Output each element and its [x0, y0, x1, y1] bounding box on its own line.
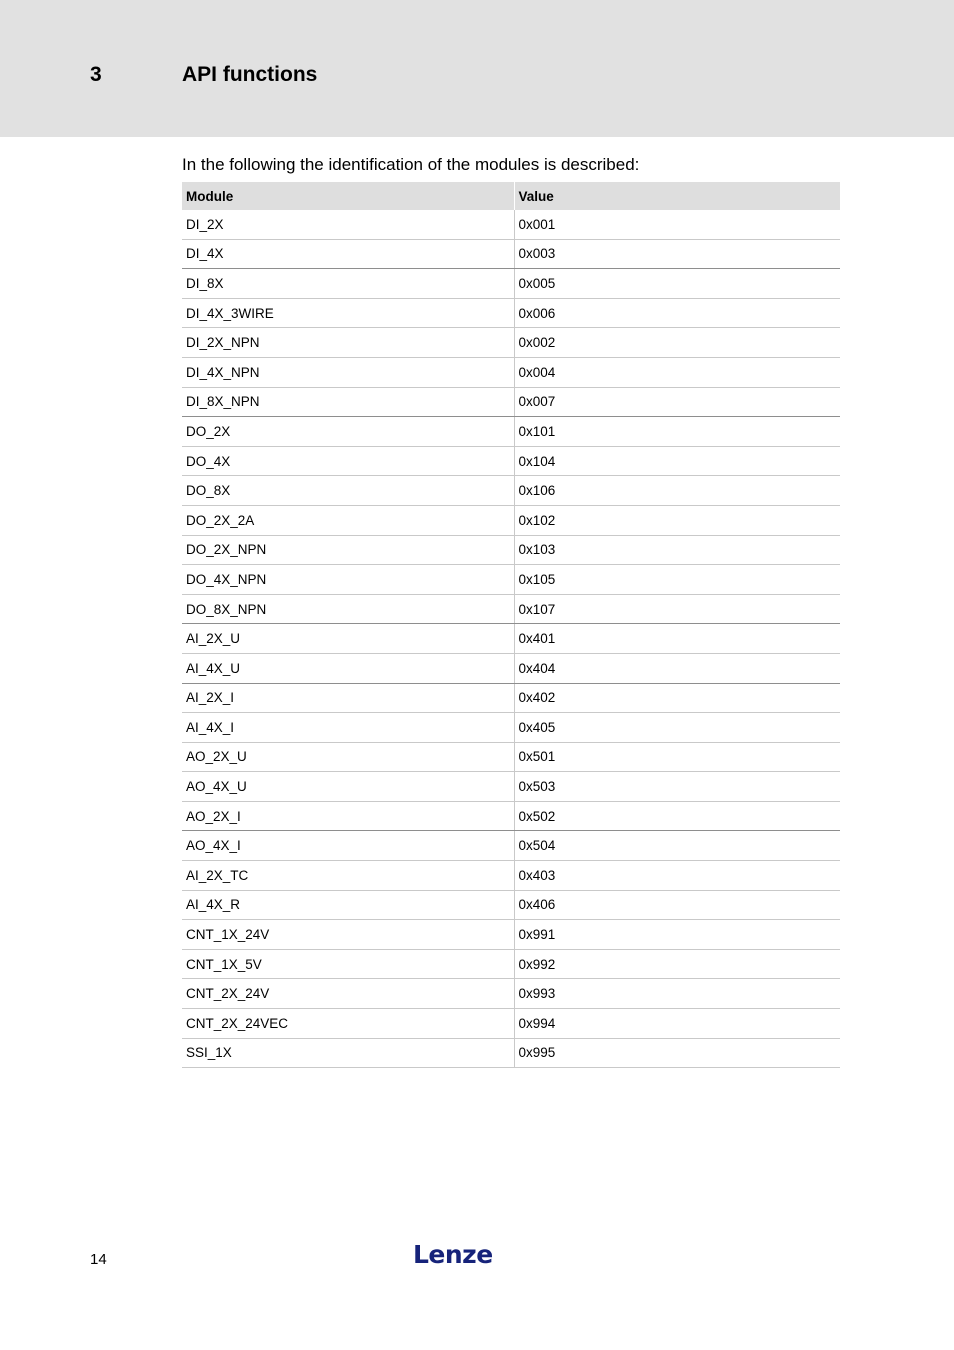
value-cell: 0x403 [514, 861, 840, 891]
value-cell: 0x995 [514, 1038, 840, 1068]
value-cell: 0x103 [514, 535, 840, 565]
table-row [182, 594, 840, 624]
chapter-title: API functions [182, 63, 318, 86]
module-cell: AI_4X_R [182, 890, 514, 920]
table-row [182, 713, 840, 743]
table-row [182, 1038, 840, 1068]
table-row [182, 565, 840, 595]
column-header-value: Value [514, 182, 840, 210]
table-row [182, 861, 840, 891]
table-row [182, 417, 840, 447]
table-body [182, 210, 840, 1068]
table-row [182, 357, 840, 387]
value-cell: 0x401 [514, 624, 840, 654]
module-cell: DI_8X [182, 269, 514, 299]
table-row [182, 949, 840, 979]
module-cell: AO_2X_U [182, 742, 514, 772]
page-number: 14 [90, 1251, 107, 1268]
value-cell: 0x105 [514, 565, 840, 595]
module-cell: DI_2X_NPN [182, 328, 514, 358]
value-cell: 0x402 [514, 683, 840, 713]
module-cell: AO_4X_U [182, 772, 514, 802]
module-cell: SSI_1X [182, 1038, 514, 1068]
module-cell: CNT_2X_24V [182, 979, 514, 1009]
module-cell: AI_4X_U [182, 653, 514, 683]
value-cell: 0x002 [514, 328, 840, 358]
table-row [182, 979, 840, 1009]
module-cell: DO_4X_NPN [182, 565, 514, 595]
table-row [182, 890, 840, 920]
table-row [182, 505, 840, 535]
module-cell: DO_2X_2A [182, 505, 514, 535]
table-row [182, 328, 840, 358]
table-row [182, 801, 840, 831]
value-cell: 0x102 [514, 505, 840, 535]
table-row [182, 535, 840, 565]
value-cell: 0x107 [514, 594, 840, 624]
table-row [182, 831, 840, 861]
column-header-module: Module [182, 182, 514, 210]
table-row [182, 239, 840, 269]
table-row [182, 624, 840, 654]
module-cell: CNT_1X_5V [182, 949, 514, 979]
table-row [182, 210, 840, 239]
value-cell: 0x993 [514, 979, 840, 1009]
table-row [182, 742, 840, 772]
value-cell: 0x994 [514, 1009, 840, 1039]
module-cell: DO_8X_NPN [182, 594, 514, 624]
table-row [182, 653, 840, 683]
value-cell: 0x004 [514, 357, 840, 387]
value-cell: 0x104 [514, 446, 840, 476]
value-cell: 0x504 [514, 831, 840, 861]
value-cell: 0x991 [514, 920, 840, 950]
module-cell: DO_2X [182, 417, 514, 447]
module-cell: AI_2X_U [182, 624, 514, 654]
module-cell: AO_4X_I [182, 831, 514, 861]
table-row [182, 269, 840, 299]
value-cell: 0x405 [514, 713, 840, 743]
table-row [182, 772, 840, 802]
table-row [182, 683, 840, 713]
module-cell: DI_2X [182, 210, 514, 239]
lenze-logo: Lenze [413, 1240, 493, 1269]
value-cell: 0x001 [514, 210, 840, 239]
module-cell: DI_4X_NPN [182, 357, 514, 387]
value-cell: 0x404 [514, 653, 840, 683]
table-header-row [182, 182, 840, 210]
value-cell: 0x992 [514, 949, 840, 979]
value-cell: 0x003 [514, 239, 840, 269]
value-cell: 0x006 [514, 298, 840, 328]
value-cell: 0x406 [514, 890, 840, 920]
value-cell: 0x106 [514, 476, 840, 506]
module-cell: CNT_2X_24VEC [182, 1009, 514, 1039]
module-cell: DI_8X_NPN [182, 387, 514, 417]
module-cell: AO_2X_I [182, 801, 514, 831]
table-row [182, 920, 840, 950]
value-cell: 0x501 [514, 742, 840, 772]
module-cell: DI_4X_3WIRE [182, 298, 514, 328]
intro-text: In the following the identification of the modules is described: [182, 155, 640, 174]
value-cell: 0x101 [514, 417, 840, 447]
value-cell: 0x005 [514, 269, 840, 299]
module-cell: CNT_1X_24V [182, 920, 514, 950]
module-cell: DI_4X [182, 239, 514, 269]
value-cell: 0x502 [514, 801, 840, 831]
table-row [182, 476, 840, 506]
chapter-number: 3 [90, 63, 102, 86]
module-cell: AI_4X_I [182, 713, 514, 743]
value-cell: 0x007 [514, 387, 840, 417]
module-cell: DO_8X [182, 476, 514, 506]
table-row [182, 446, 840, 476]
table-row [182, 298, 840, 328]
module-cell: AI_2X_TC [182, 861, 514, 891]
module-cell: AI_2X_I [182, 683, 514, 713]
module-cell: DO_4X [182, 446, 514, 476]
value-cell: 0x503 [514, 772, 840, 802]
module-id-table [182, 182, 841, 1068]
chapter-header-band [0, 0, 954, 137]
table-row [182, 1009, 840, 1039]
module-cell: DO_2X_NPN [182, 535, 514, 565]
table-row [182, 387, 840, 417]
